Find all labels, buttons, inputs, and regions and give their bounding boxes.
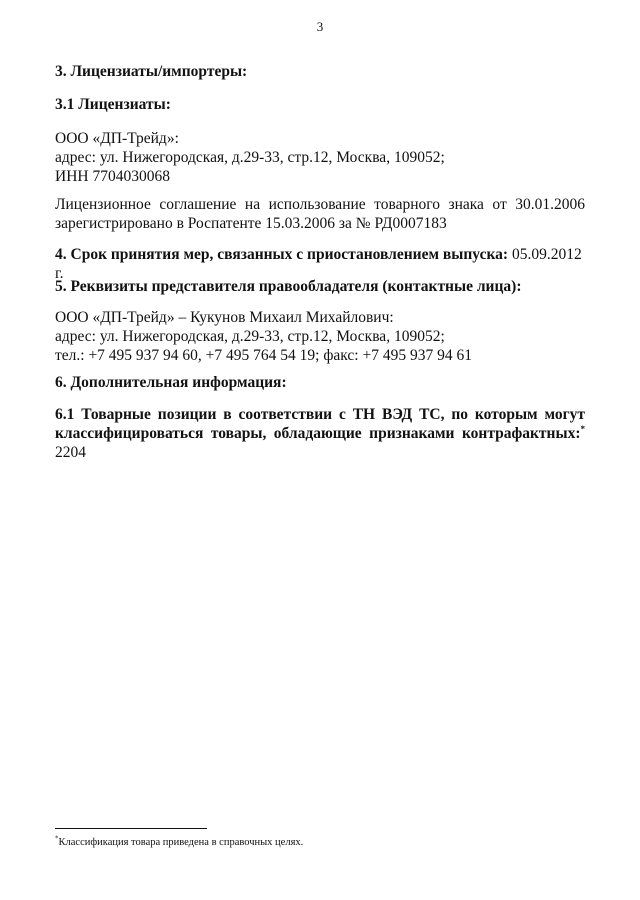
licensee-company: ООО «ДП-Трейд»: [55, 130, 179, 147]
representative-contact: ООО «ДП-Трейд» – Кукунов Михаил Михайлович: [55, 309, 394, 326]
tnved-code: 2204 [55, 444, 86, 461]
licensee-info [55, 129, 585, 186]
section-6-1-heading-line-2 [55, 424, 585, 443]
section-6-1-heading-line-1: 6.1 Товарные позиции в соответствии с ТН ВЭД ТС, по которым могут [55, 406, 585, 423]
section-3-1-heading: 3.1 Лицензиаты: [55, 96, 171, 113]
section-6-heading: 6. Дополнительная информация: [55, 374, 287, 391]
footnote-divider [55, 828, 207, 829]
license-agreement-line-1: Лицензионное соглашение на использование товарного знака от 30.01.2006 [55, 196, 585, 213]
license-agreement [55, 195, 585, 233]
licensee-inn: ИНН 7704030068 [55, 168, 170, 185]
license-agreement-line-2: зарегистрировано в Роспатенте 15.03.2006 за № РД0007183 [55, 215, 447, 232]
suspension-date: 05.09.2012 г. [55, 246, 582, 282]
section-4-heading: 4. Срок принятия мер, связанных с приостановлением выпуска: [55, 246, 509, 263]
representative-phones: тел.: +7 495 937 94 60, +7 495 764 54 19; факс: +7 495 937 94 61 [55, 347, 472, 364]
section-5-heading: 5. Реквизиты представителя правообладателя (контактные лица): [55, 278, 522, 295]
footnote-reference: * [580, 423, 585, 434]
representative-address: адрес: ул. Нижегородская, д.29-33, стр.12, Москва, 109052; [55, 328, 445, 345]
representative-info [55, 308, 585, 365]
footnote-text: Классификация товара приведена в справочных целях. [58, 837, 304, 848]
page-number: 3 [316, 19, 324, 34]
section-3-heading: 3. Лицензиаты/импортеры: [55, 63, 248, 80]
section-6-1-heading-line-2-text: классифицироваться товары, обладающие признаками контрафактных: [55, 425, 581, 442]
licensee-address: адрес: ул. Нижегородская, д.29-33, стр.12, Москва, 109052; [55, 149, 445, 166]
footnote-mark: * [55, 834, 59, 843]
section-6-1 [55, 405, 585, 462]
footnote [55, 836, 303, 849]
